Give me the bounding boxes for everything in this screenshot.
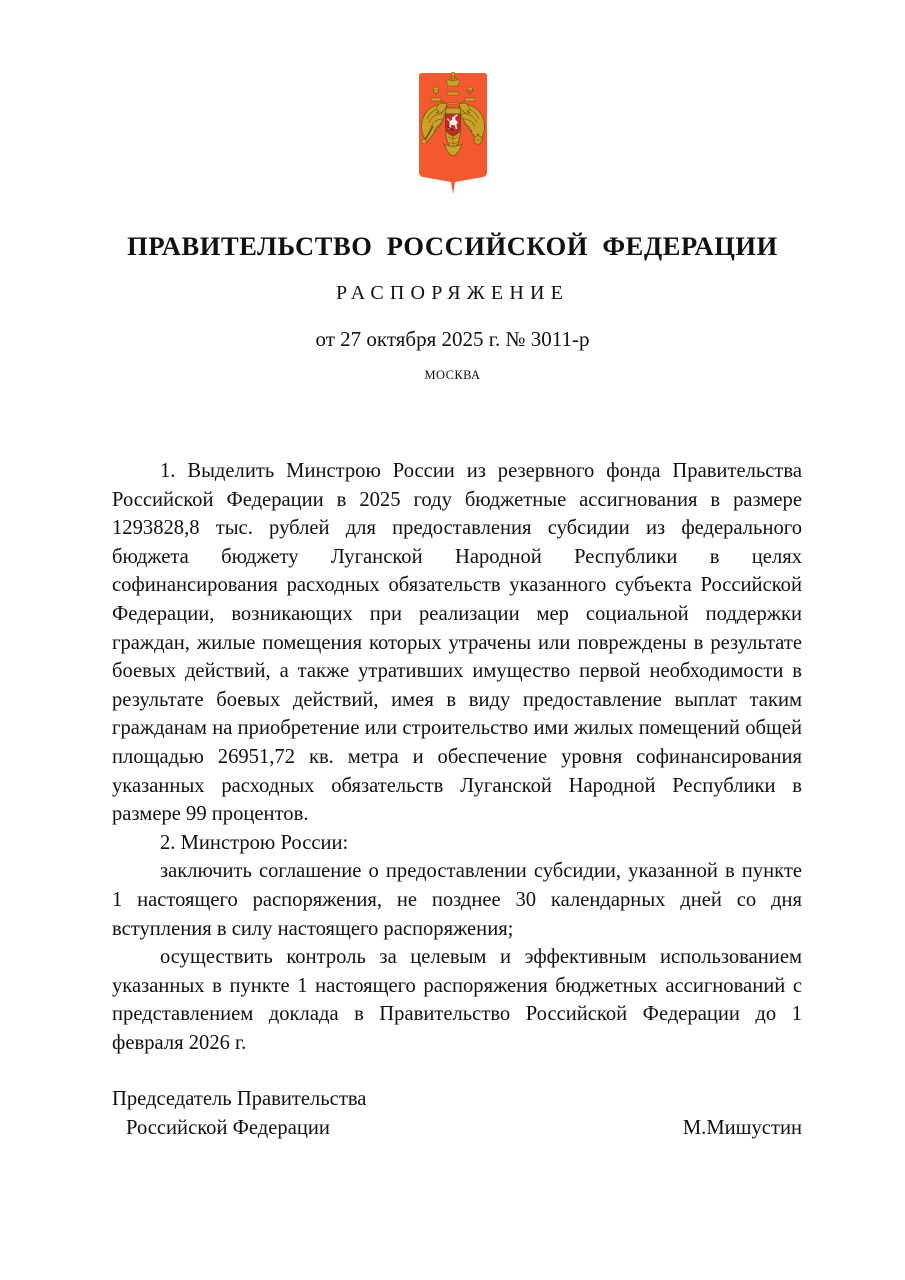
paragraph-4: осуществить контроль за целевым и эффективным использованием указанных в пункте 1 настоящего распоряжения бюджетных ассигнований с представлением доклада в Правительство Российской Федерации до 1 февраля 2026 г. [112, 946, 802, 1054]
signatory-title-line-1: Председатель Правительства [112, 1088, 367, 1110]
page-title: ПРАВИТЕЛЬСТВО РОССИЙСКОЙ ФЕДЕРАЦИИ [127, 231, 778, 261]
document-body [112, 457, 802, 1057]
document-city: МОСКВА [424, 368, 481, 382]
paragraph-2: 2. Минстрою России: [160, 831, 349, 854]
faint-footer-mark [570, 1212, 800, 1222]
signature-block [112, 1085, 802, 1142]
coat-of-arms-icon [417, 72, 489, 204]
signatory-title-line-2: Российской Федерации [126, 1116, 330, 1139]
document-type-heading: РАСПОРЯЖЕНИЕ [335, 282, 570, 304]
signature-row [112, 1114, 802, 1143]
emblem-container [0, 72, 905, 204]
paragraph-1: 1. Выделить Минстрою России из резервного фонда Правительства Российской Федерации в 2025 году бюджетные ассигнования в размере 1293828,8 тыс. рублей для предоставления субсидии из федерального бюджета бюджету Луганской Народной Республики в целях софинансирования расходных обязательств указанного субъекта Российской Федерации, возникающих при реализации мер социальной поддержки граждан, жилые помещения которых утрачены или повреждены в результате боевых действий, а также утративших имущество первой необходимости в результате боевых действий, имея в виду предоставление выплат таким гражданам на приобретение или строительство ими жилых помещений общей площадью 26951,72 кв. метра и обеспечение уровня софинансирования указанных расходных обязательств Луганской Народной Республики в размере 99 процентов. [112, 460, 802, 826]
paragraph-3: заключить соглашение о предоставлении субсидии, указанной в пункте 1 настоящего распоряжения, не позднее 30 календарных дней со дня вступления в силу настоящего распоряжения; [112, 860, 802, 940]
signatory-name: М.Мишустин [682, 1116, 802, 1139]
document-date-number: от 27 октября 2025 г. № 3011-р [315, 327, 590, 351]
